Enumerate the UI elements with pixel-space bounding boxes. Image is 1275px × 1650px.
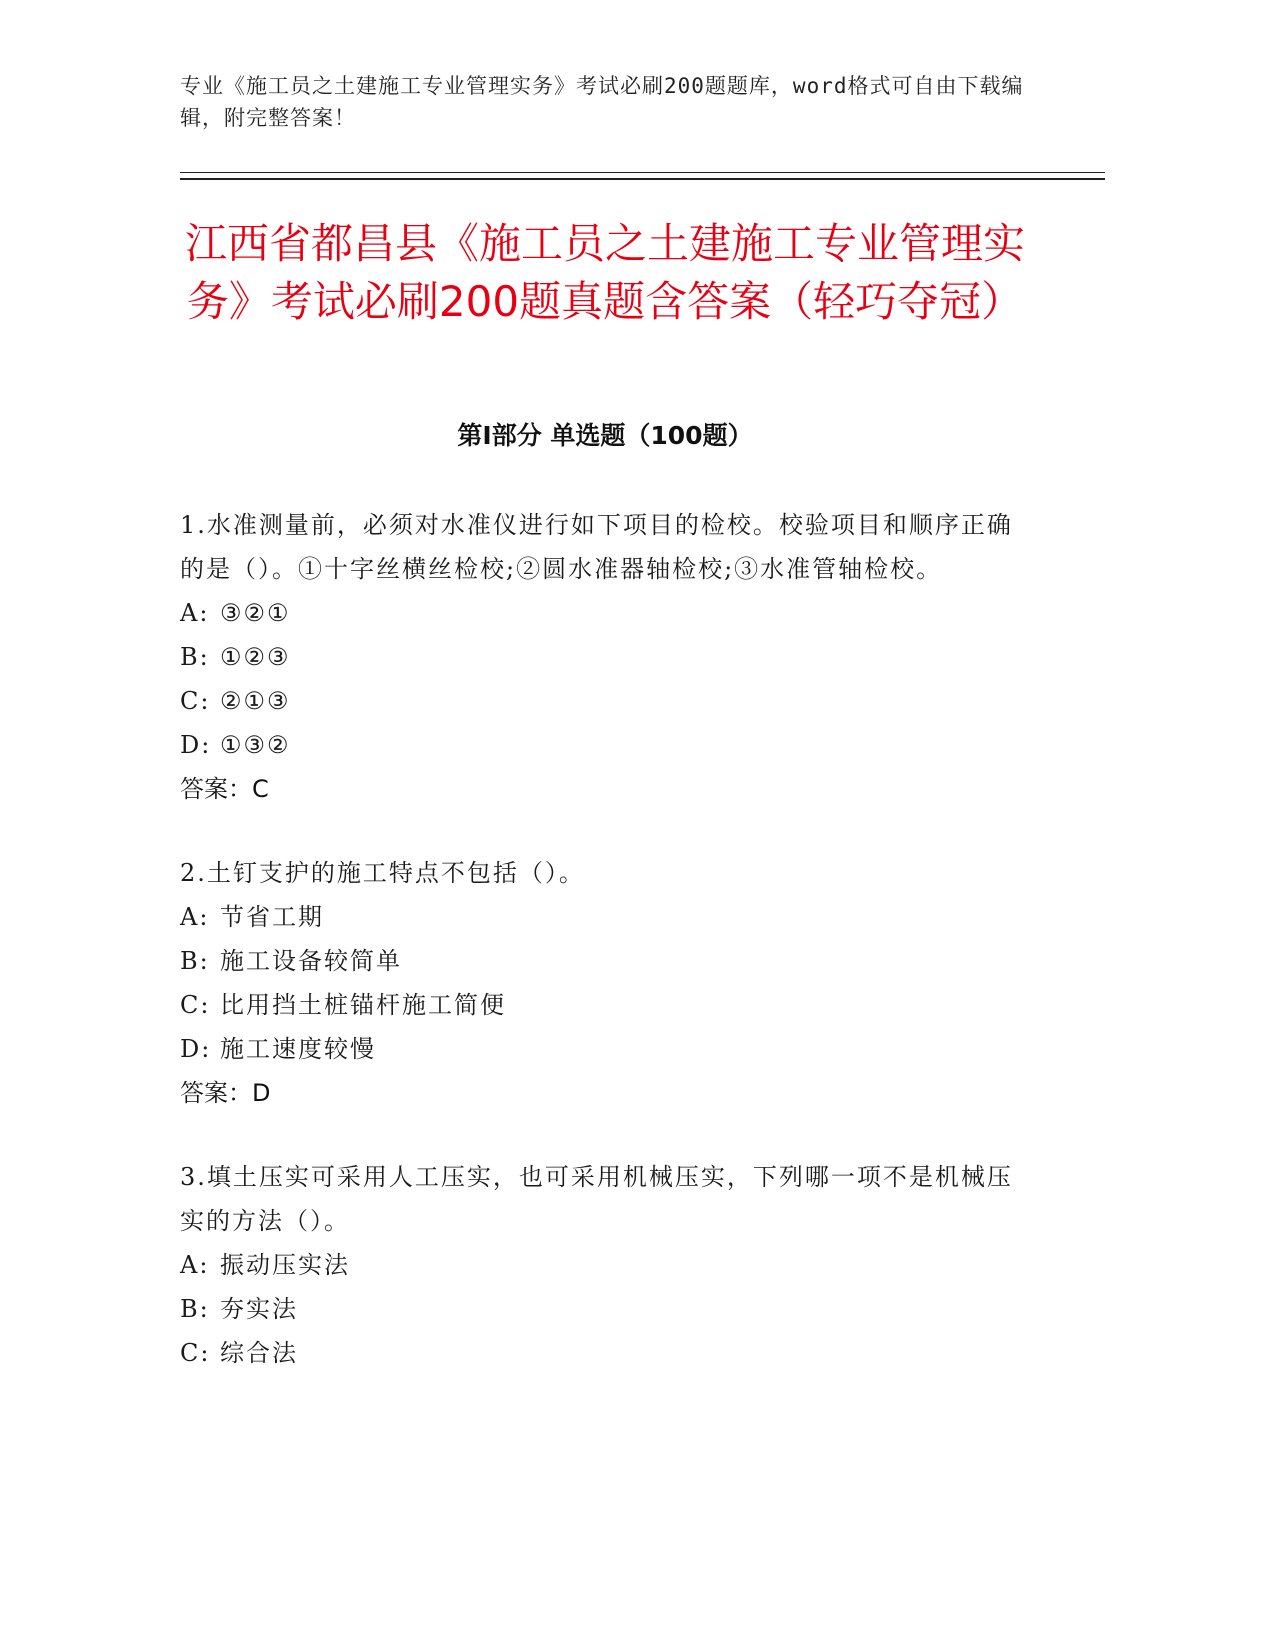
option-d <box>180 723 1020 767</box>
option-letter: A: <box>180 1251 210 1279</box>
section-heading: 第Ⅰ部分 单选题（100题） <box>457 421 753 450</box>
question-text: 1.水准测量前，必须对水准仪进行如下项目的检校。校验项目和顺序正确的是（）。①十字丝横丝检校;②圆水准器轴检校;③水准管轴检校。 <box>180 511 1013 583</box>
option-letter: C: <box>180 1339 211 1367</box>
option-text: ②①③ <box>220 687 291 715</box>
option-d <box>180 1027 1020 1071</box>
question-text: 3.填土压实可采用人工压实，也可采用机械压实，下列哪一项不是机械压实的方法（）。 <box>180 1163 1013 1235</box>
answer: 答案：D <box>180 1079 271 1107</box>
question-3 <box>180 1155 1020 1375</box>
header-rule-thin <box>180 172 1105 173</box>
option-text: 综合法 <box>220 1339 298 1367</box>
question-list <box>180 503 1020 1415</box>
option-letter: B: <box>180 947 210 975</box>
option-a <box>180 591 1020 635</box>
option-c <box>180 983 1020 1027</box>
question-2 <box>180 851 1020 1115</box>
option-text: 夯实法 <box>220 1295 298 1323</box>
option-a <box>180 1243 1020 1287</box>
option-text: ①②③ <box>220 643 291 671</box>
option-text: 比用挡土桩锚杆施工简便 <box>220 991 506 1019</box>
option-letter: C: <box>180 991 211 1019</box>
option-c <box>180 679 1020 723</box>
option-letter: D: <box>180 731 212 759</box>
option-b <box>180 635 1020 679</box>
option-text: 振动压实法 <box>220 1251 350 1279</box>
option-letter: B: <box>180 643 210 671</box>
question-text: 2.土钉支护的施工特点不包括（）。 <box>180 859 585 887</box>
option-b <box>180 939 1020 983</box>
option-text: ③②① <box>220 599 291 627</box>
option-text: 施工速度较慢 <box>220 1035 376 1063</box>
option-letter: C: <box>180 687 211 715</box>
option-a <box>180 895 1020 939</box>
option-c <box>180 1331 1020 1375</box>
option-b <box>180 1287 1020 1331</box>
header-rule-thick <box>180 178 1105 180</box>
option-letter: D: <box>180 1035 212 1063</box>
question-1 <box>180 503 1020 811</box>
header-note: 专业《施工员之土建施工专业管理实务》考试必刷200题题库，word格式可自由下载编辑，附完整答案！ <box>180 74 1024 130</box>
option-text: 施工设备较简单 <box>220 947 402 975</box>
option-letter: B: <box>180 1295 210 1323</box>
document-title: 江西省都昌县《施工员之土建施工专业管理实务》考试必刷200题真题含答案（轻巧夺冠） <box>184 219 1025 326</box>
option-text: 节省工期 <box>220 903 324 931</box>
option-letter: A: <box>180 903 210 931</box>
option-letter: A: <box>180 599 210 627</box>
answer: 答案：C <box>180 775 269 803</box>
option-text: ①③② <box>220 731 291 759</box>
